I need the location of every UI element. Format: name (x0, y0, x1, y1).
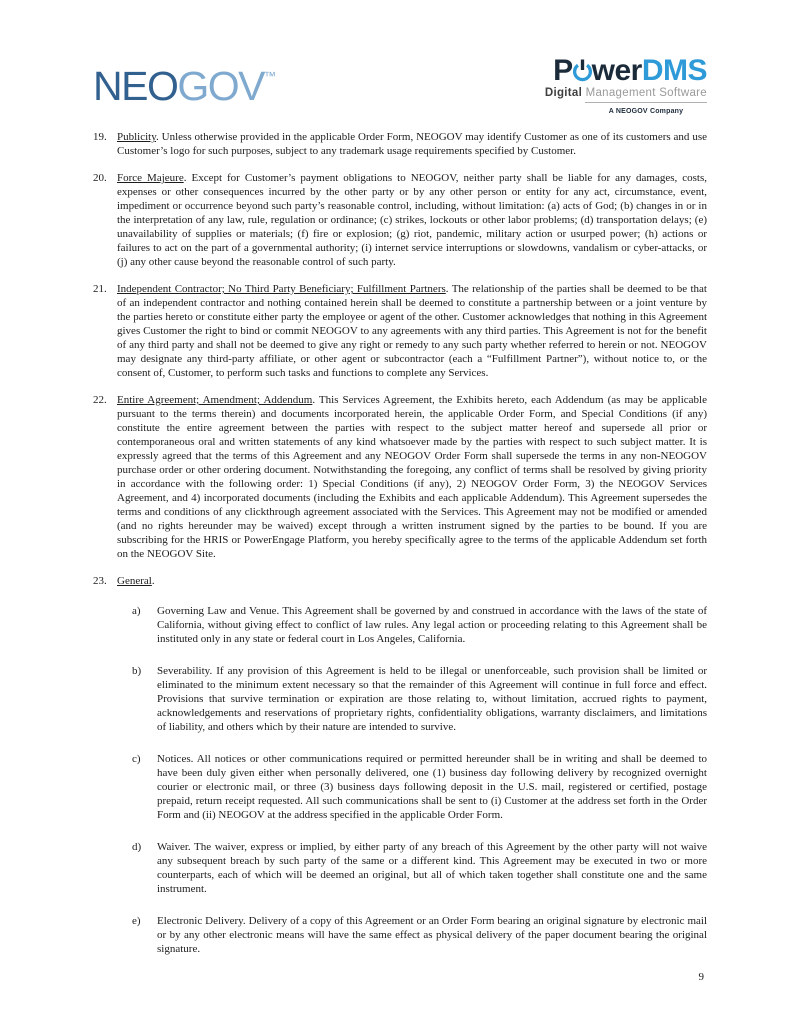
heading-separator: . (445, 283, 449, 295)
section-23-general (93, 574, 707, 956)
section-heading: Publicity (117, 131, 157, 143)
section-text: Unless otherwise provided in the applicable Order Form, NEOGOV may identify Customer as one of its customers and use Customer’s logo for such purposes, subject to any trademark usage requirements specified by Customer. (117, 131, 707, 157)
page-header (93, 54, 707, 116)
section-22-entire-agreement (93, 393, 707, 561)
neogov-logo-neo: NEO (93, 63, 178, 109)
tagline-digital: Digital (544, 87, 583, 99)
subitem-d-waiver (132, 840, 707, 896)
section-heading: Entire Agreement; Amendment; Addendum (117, 394, 313, 406)
section-text: The relationship of the parties shall be deemed to be that of an independent contractor and nothing contained herein shall be deemed to constitute a partnership between or a joint venture by the parties hereto or constitute either party the employee or agent of the other. Customer acknowledges that nothing in this Agreement gives Customer the right to bind or commit NEOGOV to any agreements with any third parties. This Agreement is not for the benefit of any third party and shall not be deemed to give any right or remedy to any such party whether referred to herein or not. NEOGOV may designate any third-party affiliate, or other agent or subcontractor (each a “Fulfillment Partner”), without notice to, or the consent of, Customer, to perform such tasks and functions to complete any Services. (117, 283, 707, 379)
agreement-body (93, 130, 707, 956)
subitem-b-severability (132, 664, 707, 734)
section-number: 22. (93, 394, 107, 406)
subitem-a-governing-law (132, 604, 707, 646)
neogov-logo (93, 54, 276, 108)
section-text: Except for Customer’s payment obligations to NEOGOV, neither party shall be liable for any damages, costs, expenses or other consequences incurred by the other party or by any other person or entity for any act, circumstance, event, impediment or occurrence beyond such party’s reasonable control, including, without limitation: (a) acts of God; (b) changes in or in the interpretation of any law, rule, regulation or ordinance; (c) strikes, lockouts or other labor problems; (d) transportation delays; (e) unavailability of supplies or materials; (f) fire or explosion; (g) riot, pandemic, military action or usurped power; (h) actions or failures to act on the part of a governmental authority; (i) internet service interruptions or slowdowns, vandalism or cyber-attacks, or (j) any other cause beyond the reasonable control of such party. (117, 172, 707, 268)
section-21-independent-contractor (93, 282, 707, 380)
powerdms-letters-wer: wer (591, 54, 642, 87)
heading-separator: . (312, 394, 316, 406)
powerdms-company-badge: A NEOGOV Company (585, 102, 707, 119)
powerdms-wordmark (553, 56, 707, 86)
subitem-text: Severability. If any provision of this Agreement is held to be illegal or unenforceable, such provision shall be limited or eliminated to the minimum extent necessary so that the remainder of this Agreement will continue in full force and effect. Provisions that survive termination or expiration are those relating to, without limitation, accrued rights to payment, acknowledgements and reservations of proprietary rights, confidentiality obligations, warranty disclaimers, and limitations of liability, and others which by their nature are intended to survive. (157, 665, 707, 733)
powerdms-letters-dms: DMS (641, 54, 707, 87)
heading-separator: . (151, 575, 155, 587)
subitem-letter: a) (132, 605, 141, 617)
trademark-symbol: ™ (264, 69, 276, 83)
page-number: 9 (698, 971, 704, 983)
powerdms-tagline (545, 87, 707, 100)
section-20-force-majeure (93, 171, 707, 269)
subitem-text: Electronic Delivery. Delivery of a copy of this Agreement or an Order Form bearing an original signature by electronic mail or by any other electronic means will have the same effect as physical delivery of the paper document bearing the original signature. (157, 915, 707, 955)
section-23-subitems (117, 604, 707, 956)
subitem-letter: e) (132, 915, 141, 927)
subitem-text: Governing Law and Venue. This Agreement shall be governed by and construed in accordance with the laws of the state of California, without giving effect to conflict of law rules. Any legal action or proceeding relating to this Agreement shall be instituted only in any state or federal court in Los Angeles, California. (157, 605, 707, 645)
powerdms-letter-p: P (553, 54, 573, 87)
tagline-management-software: Management Software (585, 87, 707, 99)
section-heading: Force Majeure (117, 172, 184, 184)
section-number: 21. (93, 283, 107, 295)
subitem-letter: b) (132, 665, 142, 677)
subitem-letter: c) (132, 753, 141, 765)
section-heading: General (117, 575, 152, 587)
subitem-text: Notices. All notices or other communications required or permitted hereunder shall be in writing and shall be deemed to have been duly given either when personally delivered, one (1) business day following delivery by recognized overnight courier or electronic mail, or three (3) business days following deposit in the U.S. mail, registered or certified, postage prepaid, return receipt requested. All such communications shall be sent to (i) Customer at the address set forth in the Order Form and (ii) NEOGOV at the address specified in the applicable Order Form. (157, 753, 707, 821)
power-button-icon (572, 58, 593, 82)
subitem-text: Waiver. The waiver, express or implied, by either party of any breach of this Agreement by the other party will not waive any subsequent breach by such party of the same or a different kind. This Agreement may be executed in two or more counterparts, each of which will be deemed an original, but all of which taken together shall constitute one and the same instrument. (157, 841, 707, 895)
heading-separator: . (156, 131, 159, 143)
subitem-letter: d) (132, 841, 142, 853)
section-number: 23. (93, 575, 107, 587)
section-number: 19. (93, 131, 107, 143)
section-heading: Independent Contractor; No Third Party Beneficiary; Fulfillment Partners (117, 283, 446, 295)
heading-separator: . (183, 172, 187, 184)
subitem-c-notices (132, 752, 707, 822)
section-number: 20. (93, 172, 107, 184)
neogov-logo-gov: GOV (177, 63, 264, 109)
subitem-e-electronic-delivery (132, 914, 707, 956)
powerdms-logo (545, 56, 707, 119)
section-19-publicity (93, 130, 707, 158)
section-text: This Services Agreement, the Exhibits hereto, each Addendum (as may be applicable pursuant to the terms therein) and documents incorporated herein, the applicable Order Form, and Special Conditions (if any) constitute the entire agreement between the parties with respect to the subject matter hereof and supersede all prior or contemporaneous oral and written statements of any kind whatsoever made by the parties with respect to such subject matter. It is expressly agreed that the terms of this Agreement and any NEOGOV Order Form shall supersede the terms in any non-NEOGOV purchase order or other ordering document. Notwithstanding the foregoing, any conflict of terms shall be resolved by giving priority in accordance with the following order: 1) Special Conditions (if any), 2) NEOGOV Order Form, 3) the NEOGOV Services Agreement, and 4) incorporated documents (including the Exhibits and each applicable Addendum). This Agreement supersedes the terms and conditions of any clickthrough agreement associated with the Services. This Agreement may not be modified or amended (and no rights hereunder may be waived) except through a written instrument signed by the parties to be bound. If you are subscribing for the HRIS or PowerEngage Platform, you hereby specifically agree to the terms of the applicable Addendum set forth on the NEOGOV Site. (117, 394, 707, 560)
